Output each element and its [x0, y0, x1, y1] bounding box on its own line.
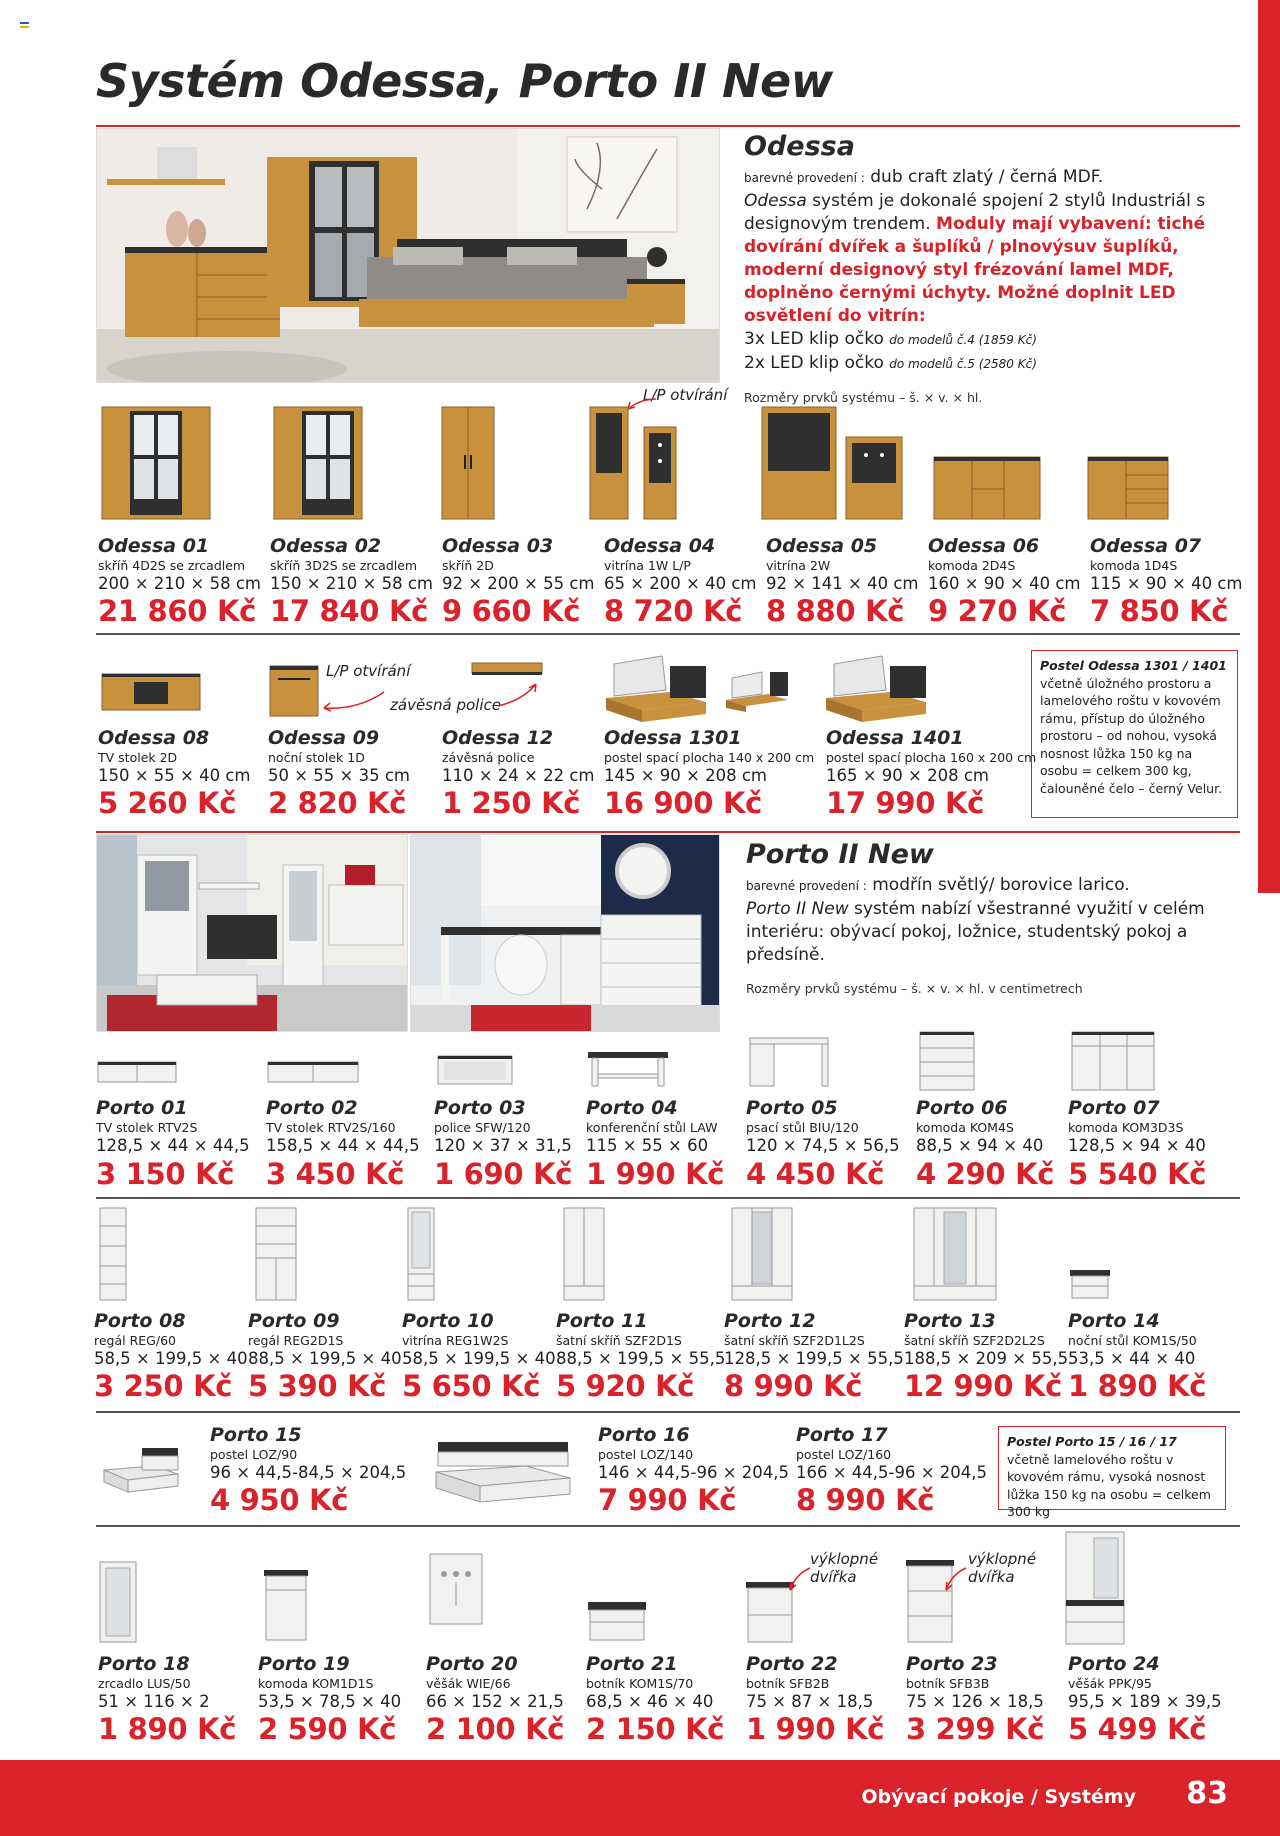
odessa-bed-note-title: Postel Odessa 1301 / 1401 [1040, 658, 1227, 673]
porto-09-dims: 88,5 × 199,5 × 40 [248, 1349, 402, 1368]
porto-02-price: 3 450 Kč [266, 1157, 405, 1191]
porto-22-name: Porto 22 [746, 1653, 838, 1675]
porto-19-image [262, 1568, 310, 1644]
callout-hanging-shelf: závěsná police [390, 696, 501, 714]
porto-07-name: Porto 07 [1068, 1097, 1160, 1119]
flag-icon [20, 22, 29, 28]
odessa-heading: Odessa [744, 131, 855, 162]
porto-16-desc: postel LOZ/140 [598, 1447, 694, 1462]
porto-12-image [730, 1206, 794, 1302]
odessa-08-image [100, 670, 202, 714]
porto-13-price: 12 990 Kč [904, 1369, 1063, 1403]
odessa-room-photo [96, 128, 720, 383]
page-title: Systém Odessa, Porto II New [96, 54, 833, 108]
porto-02-image [266, 1058, 360, 1088]
odessa-08-price: 5 260 Kč [98, 786, 237, 820]
odessa-04-image [588, 405, 680, 523]
porto-heading: Porto II New [746, 839, 934, 870]
porto-20-name: Porto 20 [426, 1653, 518, 1675]
porto-09-desc: regál REG2D1S [248, 1333, 344, 1348]
porto-17-name: Porto 17 [796, 1424, 888, 1446]
odessa-01-image [100, 405, 212, 523]
porto-05-name: Porto 05 [746, 1097, 838, 1119]
odessa-1401-dims: 165 × 90 × 208 cm [826, 766, 990, 785]
odessa-08-desc: TV stolek 2D [98, 750, 178, 765]
odessa-06-name: Odessa 06 [928, 535, 1040, 557]
porto-18-name: Porto 18 [98, 1653, 190, 1675]
odessa-09-name: Odessa 09 [268, 727, 380, 749]
odessa-01-desc: skříň 4D2S se zrcadlem [98, 558, 246, 573]
porto-section-rule [96, 831, 1240, 833]
odessa-led-1-note: do modelů č.4 (1859 Kč) [889, 333, 1037, 347]
odessa-1401-price: 17 990 Kč [826, 786, 985, 820]
porto-17-dims: 166 × 44,5-96 × 204,5 [796, 1463, 988, 1482]
porto-05-dims: 120 × 74,5 × 56,5 [746, 1136, 900, 1155]
odessa-1301-name: Odessa 1301 [604, 727, 742, 749]
porto-bed-note [998, 1426, 1226, 1519]
porto-01-desc: TV stolek RTV2S [96, 1120, 198, 1135]
porto-05-desc: psací stůl BIU/120 [746, 1120, 859, 1135]
porto-color-value: modřín světlý/ borovice larico. [872, 875, 1130, 895]
porto-19-desc: komoda KOM1D1S [258, 1676, 374, 1691]
odessa-intro-name: Odessa [744, 191, 807, 211]
porto-10-dims: 58,5 × 199,5 × 40 [402, 1349, 556, 1368]
porto-02-name: Porto 02 [266, 1097, 358, 1119]
porto-student-room-photo [410, 834, 720, 1032]
odessa-09-price: 2 820 Kč [268, 786, 407, 820]
porto-intro-text: systém nabízí všestranné využití v celém interiéru: obývací pokoj, ložnice, studentský pokoj a předsíně. [746, 899, 1205, 965]
porto-11-desc: šatní skříň SZF2D1S [556, 1333, 682, 1348]
callout-lp-opening-nightstand: L/P otvírání [326, 662, 411, 680]
porto-15-image [98, 1440, 184, 1498]
odessa-04-desc: vitrína 1W L/P [604, 558, 691, 573]
odessa-09-dims: 50 × 55 × 35 cm [268, 766, 411, 785]
porto-18-desc: zrcadlo LUS/50 [98, 1676, 191, 1691]
porto-03-image [436, 1054, 514, 1088]
odessa-1301-dims: 145 × 90 × 208 cm [604, 766, 768, 785]
odessa-05-image [760, 405, 906, 523]
porto-16-price: 7 990 Kč [598, 1483, 737, 1517]
porto-10-image [406, 1206, 436, 1302]
odessa-09-desc: noční stolek 1D [268, 750, 365, 765]
odessa-led-1: 3x LED klip očko [744, 329, 884, 349]
porto-23-price: 3 299 Kč [906, 1712, 1045, 1746]
callout-flap-door-1-text: výklopné dvířka [810, 1550, 879, 1586]
porto-22-dims: 75 × 87 × 18,5 [746, 1692, 874, 1711]
porto-15-name: Porto 15 [210, 1424, 302, 1446]
odessa-05-name: Odessa 05 [766, 535, 878, 557]
odessa-01-price: 21 860 Kč [98, 594, 257, 628]
odessa-07-desc: komoda 1D4S [1090, 558, 1178, 573]
porto-13-name: Porto 13 [904, 1310, 996, 1332]
odessa-color-value: dub craft zlatý / černá MDF. [870, 167, 1104, 187]
porto-21-dims: 68,5 × 46 × 40 [586, 1692, 714, 1711]
porto-11-price: 5 920 Kč [556, 1369, 695, 1403]
porto-row-2-divider [96, 1411, 1240, 1413]
porto-13-dims: 188,5 × 209 × 55,5 [904, 1349, 1069, 1368]
porto-24-dims: 95,5 × 189 × 39,5 [1068, 1692, 1222, 1711]
porto-06-price: 4 290 Kč [916, 1157, 1055, 1191]
porto-08-price: 3 250 Kč [94, 1369, 233, 1403]
porto-24-image [1064, 1530, 1126, 1646]
odessa-1301-price: 16 900 Kč [604, 786, 763, 820]
porto-08-image [98, 1206, 128, 1302]
porto-04-dims: 115 × 55 × 60 [586, 1136, 709, 1155]
title-rule [96, 125, 1240, 127]
porto-17-desc: postel LOZ/160 [796, 1447, 892, 1462]
odessa-06-desc: komoda 2D4S [928, 558, 1016, 573]
odessa-06-dims: 160 × 90 × 40 cm [928, 574, 1081, 593]
porto-12-desc: šatní skříň SZF2D1L2S [724, 1333, 865, 1348]
porto-01-price: 3 150 Kč [96, 1157, 235, 1191]
porto-12-name: Porto 12 [724, 1310, 816, 1332]
porto-18-image [98, 1560, 138, 1644]
porto-19-price: 2 590 Kč [258, 1712, 397, 1746]
porto-row-1-divider [96, 1197, 1240, 1199]
porto-16-image [430, 1432, 576, 1506]
porto-18-price: 1 890 Kč [98, 1712, 237, 1746]
odessa-1301-desc: postel spací plocha 140 x 200 cm [604, 750, 815, 765]
odessa-05-price: 8 880 Kč [766, 594, 905, 628]
porto-row-3-divider [96, 1525, 1240, 1527]
odessa-03-image [440, 405, 496, 523]
porto-16-dims: 146 × 44,5-96 × 204,5 [598, 1463, 790, 1482]
porto-02-dims: 158,5 × 44 × 44,5 [266, 1136, 420, 1155]
porto-bed-note-title: Postel Porto 15 / 16 / 17 [1007, 1434, 1177, 1449]
porto-20-image [428, 1552, 484, 1646]
odessa-08-name: Odessa 08 [98, 727, 210, 749]
odessa-12-image [470, 660, 544, 678]
porto-09-image [254, 1206, 298, 1302]
porto-07-image [1070, 1030, 1156, 1092]
odessa-color-label: barevné provedení : [744, 171, 865, 185]
porto-21-name: Porto 21 [586, 1653, 678, 1675]
porto-24-price: 5 499 Kč [1068, 1712, 1207, 1746]
porto-living-room-photo [96, 834, 408, 1032]
porto-06-name: Porto 06 [916, 1097, 1008, 1119]
callout-flap-arrows [780, 1560, 980, 1600]
odessa-info [744, 131, 1224, 409]
odessa-03-dims: 92 × 200 × 55 cm [442, 574, 595, 593]
porto-03-price: 1 690 Kč [434, 1157, 573, 1191]
porto-bed-note-text: včetně lamelového roštu v kovovém rámu, vysoká nosnost lůžka 150 kg na osobu = celkem 300 kg [1007, 1451, 1211, 1519]
porto-21-desc: botník KOM1S/70 [586, 1676, 694, 1691]
porto-24-desc: věšák PPK/95 [1068, 1676, 1152, 1691]
porto-03-desc: police SFW/120 [434, 1120, 531, 1135]
odessa-led-2: 2x LED klip očko [744, 353, 884, 373]
odessa-04-name: Odessa 04 [604, 535, 716, 557]
porto-24-name: Porto 24 [1068, 1653, 1160, 1675]
porto-11-dims: 88,5 × 199,5 × 55,5 [556, 1349, 726, 1368]
porto-06-image [918, 1030, 976, 1092]
odessa-08-dims: 150 × 55 × 40 cm [98, 766, 251, 785]
porto-06-desc: komoda KOM4S [916, 1120, 1014, 1135]
porto-07-desc: komoda KOM3D3S [1068, 1120, 1184, 1135]
odessa-04-dims: 65 × 200 × 40 cm [604, 574, 757, 593]
odessa-1301-image [600, 646, 712, 726]
porto-08-dims: 58,5 × 199,5 × 40 [94, 1349, 248, 1368]
odessa-07-price: 7 850 Kč [1090, 594, 1229, 628]
porto-13-image [912, 1206, 998, 1302]
porto-12-dims: 128,5 × 199,5 × 55,5 [724, 1349, 904, 1368]
porto-02-desc: TV stolek RTV2S/160 [266, 1120, 396, 1135]
odessa-1401-desc: postel spací plocha 160 x 200 cm [826, 750, 1037, 765]
porto-19-name: Porto 19 [258, 1653, 350, 1675]
callout-flap-door-2-text: výklopné dvířka [968, 1550, 1037, 1586]
footer-section-title: Obývací pokoje / Systémy [861, 1786, 1136, 1808]
odessa-12-price: 1 250 Kč [442, 786, 581, 820]
odessa-06-image [932, 455, 1042, 521]
odessa-07-name: Odessa 07 [1090, 535, 1202, 557]
porto-11-image [562, 1206, 606, 1302]
porto-09-name: Porto 09 [248, 1310, 340, 1332]
porto-01-dims: 128,5 × 44 × 44,5 [96, 1136, 250, 1155]
porto-07-dims: 128,5 × 94 × 40 [1068, 1136, 1206, 1155]
odessa-02-desc: skříň 3D2S se zrcadlem [270, 558, 418, 573]
odessa-05-dims: 92 × 141 × 40 cm [766, 574, 919, 593]
porto-14-desc: noční stůl KOM1S/50 [1068, 1333, 1197, 1348]
porto-05-image [748, 1036, 830, 1090]
footer-bar [0, 1760, 1280, 1836]
porto-05-price: 4 450 Kč [746, 1157, 885, 1191]
odessa-01-name: Odessa 01 [98, 535, 210, 557]
porto-13-desc: šatní skříň SZF2D2L2S [904, 1333, 1045, 1348]
porto-20-price: 2 100 Kč [426, 1712, 565, 1746]
odessa-intro-text: systém je dokonalé spojení 2 stylů Industriál s designovým trendem. [744, 191, 1206, 234]
porto-16-name: Porto 16 [598, 1424, 690, 1446]
porto-21-image [586, 1600, 648, 1646]
porto-03-name: Porto 03 [434, 1097, 526, 1119]
odessa-led-2-note: do modelů č.5 (2580 Kč) [889, 357, 1037, 371]
porto-07-price: 5 540 Kč [1068, 1157, 1207, 1191]
odessa-03-price: 9 660 Kč [442, 594, 581, 628]
porto-06-dims: 88,5 × 94 × 40 [916, 1136, 1044, 1155]
porto-04-name: Porto 04 [586, 1097, 678, 1119]
porto-info [746, 839, 1226, 1000]
porto-15-price: 4 950 Kč [210, 1483, 349, 1517]
odessa-bed-note-text: včetně úložného prostoru a lamelového roštu v kovovém rámu, přístup do úložného prostoru – od nohou, vysoká nosnost lůžka 150 kg na osobu = celkem 300 kg, čalouněné čelo – černý Velur. [1040, 675, 1223, 796]
porto-14-name: Porto 14 [1068, 1310, 1160, 1332]
porto-19-dims: 53,5 × 78,5 × 40 [258, 1692, 402, 1711]
odessa-12-name: Odessa 12 [442, 727, 554, 749]
porto-01-name: Porto 01 [96, 1097, 188, 1119]
odessa-dims-note: Rozměry prvků systému – š. × v. × hl. [744, 390, 983, 405]
odessa-1401-name: Odessa 1401 [826, 727, 964, 749]
porto-08-desc: regál REG/60 [94, 1333, 176, 1348]
odessa-features: Moduly mají vybavení: tiché dovírání dvířek a šuplíků / plnovýsuv šuplíků, moderní designový styl frézování lamel MDF, doplněno černými úchyty. Možné doplnit LED osvětlení do vitrín: [744, 214, 1206, 326]
porto-04-price: 1 990 Kč [586, 1157, 725, 1191]
odessa-02-name: Odessa 02 [270, 535, 382, 557]
odessa-04-price: 8 720 Kč [604, 594, 743, 628]
porto-10-name: Porto 10 [402, 1310, 494, 1332]
odessa-row-divider [96, 633, 1240, 635]
porto-08-name: Porto 08 [94, 1310, 186, 1332]
odessa-07-image [1086, 455, 1170, 521]
porto-09-price: 5 390 Kč [248, 1369, 387, 1403]
callout-arrows [318, 680, 548, 720]
odessa-09-image [268, 664, 320, 718]
porto-10-price: 5 650 Kč [402, 1369, 541, 1403]
page-number: 83 [1186, 1776, 1228, 1811]
porto-intro-name: Porto II New [746, 899, 849, 919]
porto-23-desc: botník SFB3B [906, 1676, 990, 1691]
odessa-02-image [272, 405, 364, 523]
odessa-02-price: 17 840 Kč [270, 594, 429, 628]
porto-14-image [1068, 1268, 1112, 1302]
porto-23-name: Porto 23 [906, 1653, 998, 1675]
porto-03-dims: 120 × 37 × 31,5 [434, 1136, 572, 1155]
porto-dims-note: Rozměry prvků systému – š. × v. × hl. v centimetrech [746, 981, 1083, 996]
odessa-05-desc: vitrína 2W [766, 558, 831, 573]
odessa-03-name: Odessa 03 [442, 535, 554, 557]
odessa-02-dims: 150 × 210 × 58 cm [270, 574, 434, 593]
porto-18-dims: 51 × 116 × 2 [98, 1692, 210, 1711]
porto-01-image [96, 1058, 178, 1088]
porto-15-dims: 96 × 44,5-84,5 × 204,5 [210, 1463, 407, 1482]
odessa-03-desc: skříň 2D [442, 558, 494, 573]
porto-20-desc: věšák WIE/66 [426, 1676, 511, 1691]
odessa-bed-note [1031, 650, 1238, 818]
porto-color-label: barevné provedení : [746, 879, 867, 893]
porto-10-desc: vitrína REG1W2S [402, 1333, 509, 1348]
porto-12-price: 8 990 Kč [724, 1369, 863, 1403]
odessa-01-dims: 200 × 210 × 58 cm [98, 574, 262, 593]
porto-21-price: 2 150 Kč [586, 1712, 725, 1746]
odessa-1301-detail-image [722, 664, 792, 714]
porto-22-price: 1 990 Kč [746, 1712, 885, 1746]
odessa-12-dims: 110 × 24 × 22 cm [442, 766, 595, 785]
porto-22-desc: botník SFB2B [746, 1676, 830, 1691]
porto-23-dims: 75 × 126 × 18,5 [906, 1692, 1044, 1711]
side-tab [1258, 0, 1280, 893]
odessa-12-desc: závěsná police [442, 750, 535, 765]
odessa-06-price: 9 270 Kč [928, 594, 1067, 628]
porto-14-price: 1 890 Kč [1068, 1369, 1207, 1403]
porto-04-desc: konferenční stůl LAW [586, 1120, 718, 1135]
porto-20-dims: 66 × 152 × 21,5 [426, 1692, 564, 1711]
porto-17-price: 8 990 Kč [796, 1483, 935, 1517]
porto-15-desc: postel LOZ/90 [210, 1447, 298, 1462]
porto-11-name: Porto 11 [556, 1310, 648, 1332]
callout-lp-opening: L/P otvírání [643, 386, 728, 404]
porto-14-dims: 53,5 × 44 × 40 [1068, 1349, 1196, 1368]
odessa-1401-image [820, 646, 932, 726]
porto-04-image [586, 1050, 670, 1090]
odessa-07-dims: 115 × 90 × 40 cm [1090, 574, 1243, 593]
